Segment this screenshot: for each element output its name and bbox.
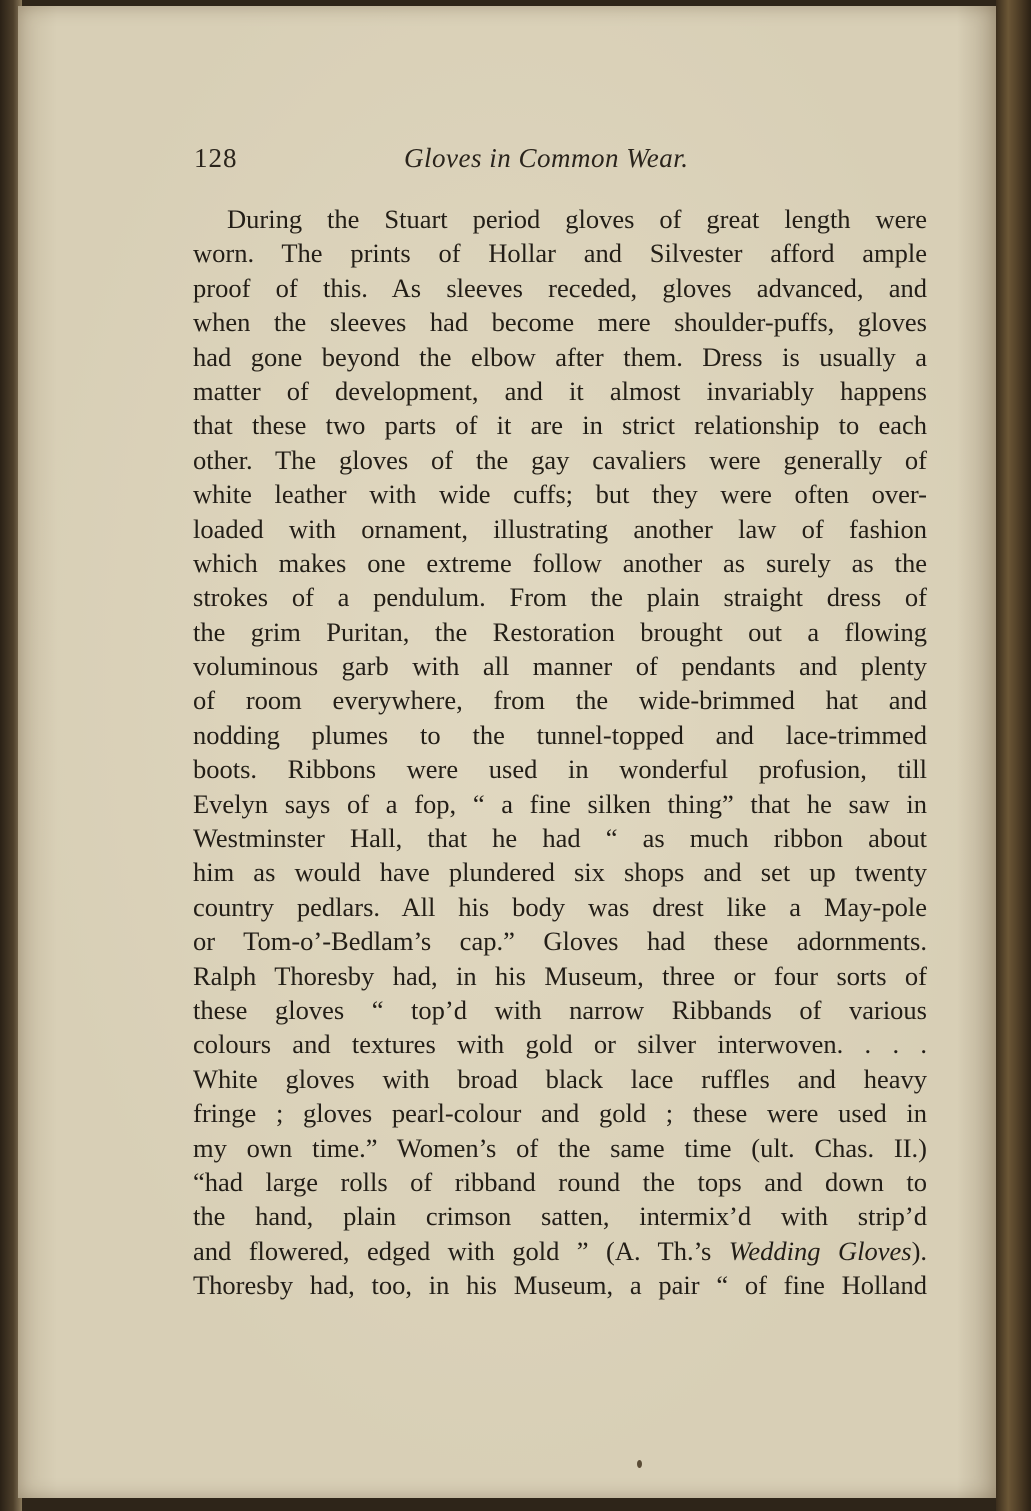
text-span: and flowered, edged with gold ” (A. Th.’s	[193, 1235, 729, 1266]
text-line: strokes of a pendulum. From the plain straight dress of	[193, 582, 927, 613]
text-line: when the sleeves had become mere shoulder-puffs, gloves	[193, 307, 927, 338]
text-span: ).	[911, 1235, 928, 1266]
page-header	[194, 143, 928, 183]
text-line: these gloves “ top’d with narrow Ribbands of various	[193, 994, 927, 1025]
text-line: that these two parts of it are in strict relationship to each	[193, 410, 927, 441]
text-line: country pedlars. All his body was drest like a May-pole	[193, 891, 927, 922]
italic-title: Wedding Gloves	[728, 1235, 912, 1266]
text-line: Thoresby had, too, in his Museum, a pair “ of fine Holland	[193, 1270, 927, 1301]
text-line-with-title	[193, 1234, 927, 1268]
running-head: Gloves in Common Wear.	[404, 143, 689, 173]
text-line: loaded with ornament, illustrating another law of fashion	[193, 513, 927, 544]
body-text	[193, 202, 927, 1303]
text-line: other. The gloves of the gay cavaliers were generally of	[193, 444, 927, 475]
text-line: white leather with wide cuffs; but they were often over-	[193, 479, 927, 510]
text-line: the hand, plain crimson satten, intermix’d with strip’d	[193, 1201, 927, 1232]
text-line: Evelyn says of a fop, “ a fine silken thing” that he saw in	[193, 788, 927, 819]
paper-speck	[637, 1460, 642, 1468]
text-line: which makes one extreme follow another as surely as the	[193, 547, 927, 578]
book-spine-edge	[996, 0, 1031, 1511]
text-line: the grim Puritan, the Restoration brought out a flowing	[193, 616, 927, 647]
text-line: or Tom-o’-Bedlam’s cap.” Gloves had these adornments.	[193, 926, 927, 957]
text-line: “had large rolls of ribband round the tops and down to	[193, 1166, 927, 1197]
page-number: 128	[194, 143, 238, 173]
text-line: voluminous garb with all manner of pendants and plenty	[193, 651, 927, 682]
text-line: had gone beyond the elbow after them. Dress is usually a	[193, 341, 927, 372]
text-line: White gloves with broad black lace ruffles and heavy	[193, 1063, 927, 1094]
text-line: him as would have plundered six shops and set up twenty	[193, 857, 927, 888]
text-line: Westminster Hall, that he had “ as much ribbon about	[193, 823, 927, 854]
text-line: matter of development, and it almost invariably happens	[193, 375, 927, 406]
text-line: of room everywhere, from the wide-brimmed hat and	[193, 685, 927, 716]
text-line: boots. Ribbons were used in wonderful profusion, till	[193, 754, 927, 785]
text-line: During the Stuart period gloves of great length were	[227, 204, 927, 234]
text-line: colours and textures with gold or silver interwoven. . . .	[193, 1029, 927, 1060]
text-line: fringe ; gloves pearl-colour and gold ; these were used in	[193, 1098, 927, 1129]
text-line: proof of this. As sleeves receded, gloves advanced, and	[193, 272, 927, 303]
text-line: Ralph Thoresby had, in his Museum, three or four sorts of	[193, 960, 927, 991]
text-line: worn. The prints of Hollar and Silvester afford ample	[193, 238, 927, 269]
text-line: my own time.” Women’s of the same time (ult. Chas. II.)	[193, 1132, 927, 1163]
text-line: nodding plumes to the tunnel-topped and lace-trimmed	[193, 719, 927, 750]
